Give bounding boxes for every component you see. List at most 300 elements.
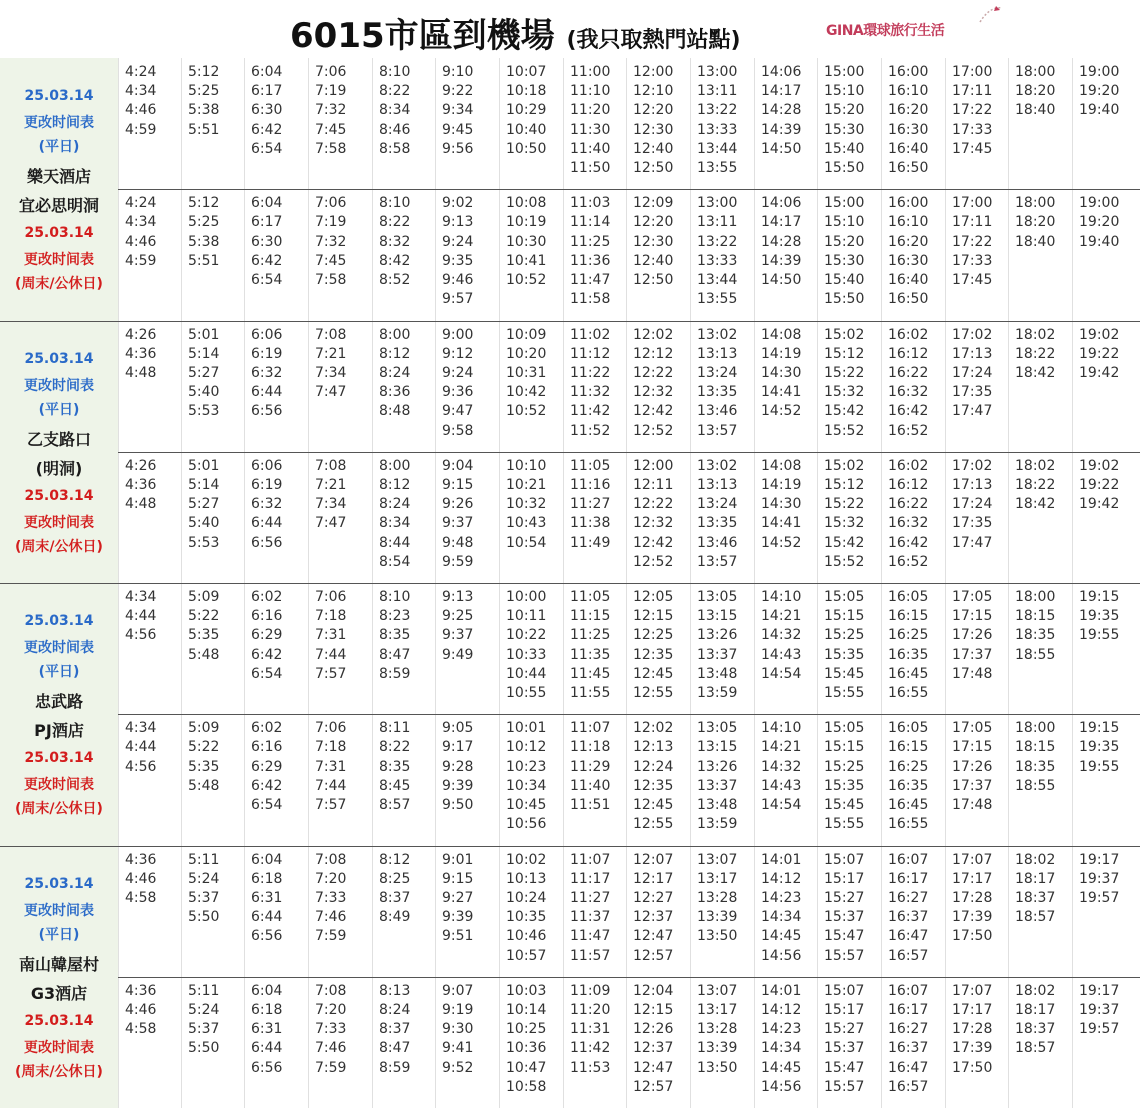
departure-column	[626, 846, 691, 977]
station-label-cell	[0, 583, 118, 714]
departure-time: 16:10	[888, 83, 929, 100]
departure-time: 16:50	[888, 291, 929, 308]
station-label-cell	[0, 714, 118, 845]
departure-time: 10:57	[506, 947, 547, 964]
departure-time: 5:51	[188, 252, 220, 269]
departure-column	[754, 846, 818, 977]
departure-time: 12:50	[633, 160, 674, 177]
departure-time: 9:48	[442, 534, 474, 551]
timetable-block	[0, 189, 1140, 320]
departure-time: 13:44	[697, 272, 738, 289]
departure-time: 8:22	[379, 739, 411, 756]
departure-time: 15:47	[824, 1059, 865, 1076]
departure-time: 17:48	[952, 665, 993, 682]
departure-time: 9:12	[442, 345, 474, 362]
departure-column	[945, 977, 1009, 1108]
departure-time: 18:00	[1015, 195, 1056, 212]
departure-time: 4:36	[125, 476, 157, 493]
departure-time: 6:54	[251, 272, 283, 289]
departure-time: 13:17	[697, 1001, 738, 1018]
departure-time: 15:27	[824, 889, 865, 906]
departure-time: 6:56	[251, 928, 283, 945]
departure-time: 8:35	[379, 758, 411, 775]
departure-time: 17:22	[952, 233, 993, 250]
departure-time: 18:00	[1015, 720, 1056, 737]
departure-column	[1072, 846, 1140, 977]
departure-time: 9:36	[442, 384, 474, 401]
departure-time: 16:25	[888, 627, 929, 644]
departure-time: 16:07	[888, 982, 929, 999]
departure-time: 17:47	[952, 534, 993, 551]
departure-time: 11:52	[570, 422, 611, 439]
departure-time: 10:02	[506, 851, 547, 868]
departure-time: 12:27	[633, 889, 674, 906]
departure-time: 16:45	[888, 797, 929, 814]
departure-time: 6:31	[251, 1021, 283, 1038]
departure-time: 8:47	[379, 646, 411, 663]
departure-time: 8:46	[379, 121, 411, 138]
departure-time: 18:42	[1015, 496, 1056, 513]
departure-column	[118, 846, 182, 977]
departure-time: 13:37	[697, 777, 738, 794]
departure-time: 12:20	[633, 214, 674, 231]
departure-time: 8:10	[379, 195, 411, 212]
departure-time: 16:55	[888, 685, 929, 702]
page-header	[0, 0, 1140, 58]
departure-column	[1008, 452, 1073, 583]
departure-column	[499, 714, 564, 845]
departure-column	[881, 583, 946, 714]
departure-time: 14:34	[761, 1040, 802, 1057]
departure-columns	[118, 977, 1140, 1108]
departure-time: 15:52	[824, 553, 865, 570]
departure-time: 16:00	[888, 195, 929, 212]
departure-time: 11:18	[570, 739, 611, 756]
departure-time: 15:37	[824, 1040, 865, 1057]
departure-column	[563, 583, 627, 714]
departure-time: 6:44	[251, 1040, 283, 1057]
departure-time: 11:17	[570, 870, 611, 887]
departure-time: 13:46	[697, 534, 738, 551]
departure-time: 12:05	[633, 589, 674, 605]
departure-time: 17:24	[952, 364, 993, 381]
departure-time: 19:40	[1079, 102, 1120, 119]
departure-time: 11:07	[570, 851, 611, 868]
departure-time: 15:55	[824, 685, 865, 702]
departure-column	[244, 189, 309, 320]
departure-time: 12:57	[633, 1078, 674, 1095]
departure-time: 8:22	[379, 214, 411, 231]
departure-time: 7:58	[315, 140, 347, 157]
departure-time: 15:02	[824, 326, 865, 343]
departure-column	[118, 321, 182, 452]
departure-time: 8:22	[379, 83, 411, 100]
departure-time: 11:09	[570, 982, 611, 999]
brand-logo	[826, 20, 944, 40]
departure-time: 5:01	[188, 326, 220, 343]
departure-column	[1072, 452, 1140, 583]
departure-time: 5:25	[188, 83, 220, 100]
departure-column	[499, 452, 564, 583]
departure-time: 9:34	[442, 102, 474, 119]
departure-time: 12:37	[633, 1040, 674, 1057]
departure-time: 11:38	[570, 515, 611, 532]
departure-time: 12:57	[633, 947, 674, 964]
departure-time: 10:12	[506, 739, 547, 756]
departure-column	[881, 58, 946, 189]
departure-column	[435, 452, 500, 583]
departure-column	[308, 714, 373, 845]
departure-time: 14:01	[761, 982, 802, 999]
departure-column	[372, 452, 436, 583]
departure-time: 9:04	[442, 457, 474, 474]
departure-columns	[118, 189, 1140, 320]
departure-time: 9:50	[442, 797, 474, 814]
brand-logo-text: GINA環球旅行生活	[826, 23, 945, 39]
departure-time: 8:12	[379, 476, 411, 493]
departure-column	[690, 977, 755, 1108]
station-name: G3酒店	[30, 983, 88, 1003]
departure-time: 15:25	[824, 758, 865, 775]
departure-time: 17:37	[952, 646, 993, 663]
departure-time: 6:44	[251, 515, 283, 532]
departure-time: 9:25	[442, 608, 474, 625]
departure-time: 10:47	[506, 1059, 547, 1076]
departure-time: 8:58	[379, 140, 411, 157]
departure-time: 16:42	[888, 534, 929, 551]
departure-time: 7:57	[315, 797, 347, 814]
departure-time: 9:52	[442, 1059, 474, 1076]
departure-column	[626, 58, 691, 189]
departure-time: 4:44	[125, 739, 157, 756]
timetable-change-note: 更改时间表	[24, 514, 94, 531]
departure-column	[181, 714, 245, 845]
departure-time: 18:20	[1015, 214, 1056, 231]
departure-time: 19:20	[1079, 83, 1120, 100]
departure-time: 17:05	[952, 720, 993, 737]
departure-time: 6:42	[251, 777, 283, 794]
departure-time: 8:11	[379, 720, 411, 737]
departure-time: 15:07	[824, 982, 865, 999]
station-label-cell	[0, 977, 118, 1108]
departure-time: 8:37	[379, 1021, 411, 1038]
departure-time: 15:00	[824, 195, 865, 212]
departure-column	[1008, 714, 1073, 845]
departure-time: 10:35	[506, 909, 547, 926]
departure-time: 9:58	[442, 422, 474, 439]
timetable-block	[0, 58, 1140, 189]
station-divider	[0, 321, 1140, 322]
departure-time: 14:30	[761, 364, 802, 381]
departure-time: 10:36	[506, 1040, 547, 1057]
departure-time: 16:00	[888, 64, 929, 80]
departure-time: 16:05	[888, 720, 929, 737]
departure-time: 17:35	[952, 384, 993, 401]
departure-time: 18:40	[1015, 233, 1056, 250]
departure-time: 7:45	[315, 252, 347, 269]
departure-time: 13:59	[697, 685, 738, 702]
departure-time: 11:49	[570, 534, 611, 551]
departure-time: 5:24	[188, 1001, 220, 1018]
departure-time: 15:52	[824, 422, 865, 439]
departure-time: 17:15	[952, 608, 993, 625]
departure-time: 12:11	[633, 476, 674, 493]
departure-time: 10:33	[506, 646, 547, 663]
departure-time: 12:00	[633, 457, 674, 474]
station-label-cell	[0, 58, 118, 189]
departure-time: 15:32	[824, 515, 865, 532]
departure-time: 15:45	[824, 665, 865, 682]
departure-time: 16:22	[888, 496, 929, 513]
departure-time: 10:43	[506, 515, 547, 532]
departure-time: 7:31	[315, 627, 347, 644]
departure-time: 6:42	[251, 121, 283, 138]
departure-time: 15:55	[824, 816, 865, 833]
departure-time: 8:44	[379, 534, 411, 551]
departure-time: 5:11	[188, 851, 220, 868]
departure-column	[817, 58, 882, 189]
departure-time: 11:05	[570, 589, 611, 605]
departure-time: 4:36	[125, 345, 157, 362]
station-label-cell	[0, 452, 118, 583]
departure-time: 5:53	[188, 534, 220, 551]
departure-time: 17:24	[952, 496, 993, 513]
departure-time: 10:55	[506, 685, 547, 702]
departure-time: 7:06	[315, 720, 347, 737]
departure-time: 11:03	[570, 195, 611, 212]
departure-time: 13:39	[697, 1040, 738, 1057]
station-name: 樂天酒店	[26, 167, 91, 186]
departure-time: 17:07	[952, 982, 993, 999]
departure-time: 10:25	[506, 1021, 547, 1038]
departure-time: 6:32	[251, 496, 283, 513]
departure-time: 6:56	[251, 403, 283, 420]
departure-time: 11:47	[570, 272, 611, 289]
departure-time: 13:57	[697, 422, 738, 439]
departure-column	[435, 58, 500, 189]
departure-time: 15:12	[824, 476, 865, 493]
departure-time: 6:17	[251, 83, 283, 100]
departure-time: 4:46	[125, 1001, 157, 1018]
departure-time: 9:24	[442, 233, 474, 250]
departure-time: 16:12	[888, 345, 929, 362]
station-name: 宜必思明洞	[18, 196, 99, 216]
departure-time: 9:17	[442, 739, 474, 756]
departure-column	[1072, 583, 1140, 714]
departure-time: 19:37	[1079, 870, 1120, 887]
departure-column	[881, 189, 946, 320]
departure-time: 15:15	[824, 739, 865, 756]
station-name: 南山韓屋村	[18, 954, 99, 974]
departure-time: 6:04	[251, 64, 283, 80]
departure-time: 10:11	[506, 608, 547, 625]
departure-time: 16:27	[888, 1021, 929, 1038]
departure-time: 19:22	[1079, 345, 1120, 362]
departure-time: 14:17	[761, 83, 802, 100]
departure-time: 9:13	[442, 214, 474, 231]
departure-time: 10:41	[506, 252, 547, 269]
departure-time: 9:10	[442, 64, 474, 80]
departure-time: 11:36	[570, 252, 611, 269]
departure-time: 11:50	[570, 160, 611, 177]
departure-time: 15:42	[824, 403, 865, 420]
departure-time: 14:12	[761, 870, 802, 887]
departure-time: 10:52	[506, 403, 547, 420]
departure-time: 9:07	[442, 982, 474, 999]
departure-time: 17:50	[952, 1059, 993, 1076]
departure-time: 15:05	[824, 589, 865, 605]
departure-time: 8:47	[379, 1040, 411, 1057]
departure-time: 5:37	[188, 889, 220, 906]
departure-column	[626, 583, 691, 714]
departure-time: 16:02	[888, 326, 929, 343]
departure-time: 17:17	[952, 870, 993, 887]
departure-column	[754, 321, 818, 452]
departure-time: 10:58	[506, 1078, 547, 1095]
departure-time: 11:20	[570, 102, 611, 119]
departure-time: 13:24	[697, 364, 738, 381]
departure-time: 4:59	[125, 252, 157, 269]
departure-column	[754, 452, 818, 583]
departure-time: 9:15	[442, 870, 474, 887]
departure-time: 7:47	[315, 515, 347, 532]
departure-time: 5:40	[188, 384, 220, 401]
departure-time: 19:15	[1079, 720, 1120, 737]
departure-time: 16:25	[888, 758, 929, 775]
departure-column	[244, 977, 309, 1108]
departure-time: 12:35	[633, 646, 674, 663]
departure-time: 11:51	[570, 797, 611, 814]
departure-column	[435, 189, 500, 320]
departure-time: 6:04	[251, 195, 283, 212]
departure-columns	[118, 714, 1140, 845]
departure-time: 5:48	[188, 777, 220, 794]
departure-time: 12:42	[633, 534, 674, 551]
departure-time: 4:48	[125, 364, 157, 381]
departure-column	[308, 452, 373, 583]
departure-time: 11:27	[570, 889, 611, 906]
departure-time: 12:22	[633, 364, 674, 381]
departure-time: 9:05	[442, 720, 474, 737]
day-type: (周末/公休日)	[15, 1063, 103, 1080]
departure-column	[244, 714, 309, 845]
departure-column	[118, 714, 182, 845]
departure-time: 5:48	[188, 646, 220, 663]
departure-time: 10:07	[506, 64, 547, 80]
title-subtitle: (我只取熱門站點)	[566, 28, 741, 53]
departure-column	[563, 321, 627, 452]
departure-time: 6:02	[251, 589, 283, 605]
departure-column	[690, 452, 755, 583]
departure-time: 12:52	[633, 553, 674, 570]
departure-time: 16:30	[888, 121, 929, 138]
departure-time: 15:12	[824, 345, 865, 362]
departure-time: 13:11	[697, 214, 738, 231]
departure-time: 4:58	[125, 1021, 157, 1038]
departure-time: 4:26	[125, 457, 157, 474]
departure-time: 7:08	[315, 851, 347, 868]
departure-time: 11:15	[570, 608, 611, 625]
departure-time: 13:05	[697, 589, 738, 605]
departure-columns	[118, 583, 1140, 714]
departure-time: 13:48	[697, 665, 738, 682]
departure-time: 15:22	[824, 496, 865, 513]
departure-column	[881, 846, 946, 977]
departure-column	[817, 714, 882, 845]
departure-time: 16:15	[888, 739, 929, 756]
departure-time: 7:59	[315, 928, 347, 945]
departure-time: 13:22	[697, 102, 738, 119]
departure-time: 13:39	[697, 909, 738, 926]
departure-time: 6:30	[251, 233, 283, 250]
departure-time: 14:43	[761, 646, 802, 663]
departure-time: 12:32	[633, 384, 674, 401]
departure-time: 12:10	[633, 83, 674, 100]
departure-column	[372, 189, 436, 320]
departure-columns	[118, 58, 1140, 189]
departure-time: 18:37	[1015, 889, 1056, 906]
station-name: 乙支路口	[26, 429, 91, 449]
departure-time: 11:42	[570, 1040, 611, 1057]
station-name: PJ酒店	[34, 721, 84, 741]
departure-time: 15:10	[824, 83, 865, 100]
departure-time: 8:35	[379, 627, 411, 644]
departure-time: 13:35	[697, 384, 738, 401]
departure-time: 16:57	[888, 947, 929, 964]
departure-time: 19:00	[1079, 195, 1120, 212]
departure-time: 8:57	[379, 797, 411, 814]
departure-time: 12:55	[633, 816, 674, 833]
timetable-block	[0, 977, 1140, 1108]
departure-time: 16:40	[888, 140, 929, 157]
departure-column	[244, 583, 309, 714]
airplane-icon	[976, 2, 1004, 30]
departure-time: 16:47	[888, 928, 929, 945]
departure-column	[118, 58, 182, 189]
departure-time: 16:40	[888, 272, 929, 289]
departure-time: 14:56	[761, 947, 802, 964]
departure-time: 18:57	[1015, 1040, 1056, 1057]
departure-time: 16:35	[888, 777, 929, 794]
departure-time: 19:42	[1079, 364, 1120, 381]
departure-time: 16:20	[888, 102, 929, 119]
departure-time: 10:42	[506, 384, 547, 401]
departure-time: 13:13	[697, 476, 738, 493]
departure-column	[1072, 321, 1140, 452]
departure-time: 11:55	[570, 685, 611, 702]
departure-time: 9:19	[442, 1001, 474, 1018]
departure-time: 14:45	[761, 928, 802, 945]
departure-time: 12:35	[633, 777, 674, 794]
departure-time: 12:47	[633, 1059, 674, 1076]
departure-time: 8:13	[379, 982, 411, 999]
departure-time: 8:59	[379, 1059, 411, 1076]
departure-column	[308, 321, 373, 452]
departure-time: 13:02	[697, 326, 738, 343]
departure-time: 5:27	[188, 364, 220, 381]
departure-time: 13:35	[697, 515, 738, 532]
departure-time: 5:27	[188, 496, 220, 513]
departure-time: 19:15	[1079, 589, 1120, 605]
departure-time: 10:24	[506, 889, 547, 906]
departure-time: 12:09	[633, 195, 674, 212]
departure-time: 7:44	[315, 646, 347, 663]
departure-time: 13:05	[697, 720, 738, 737]
departure-time: 11:00	[570, 64, 611, 80]
departure-time: 9:57	[442, 291, 474, 308]
departure-column	[308, 846, 373, 977]
departure-time: 9:27	[442, 889, 474, 906]
